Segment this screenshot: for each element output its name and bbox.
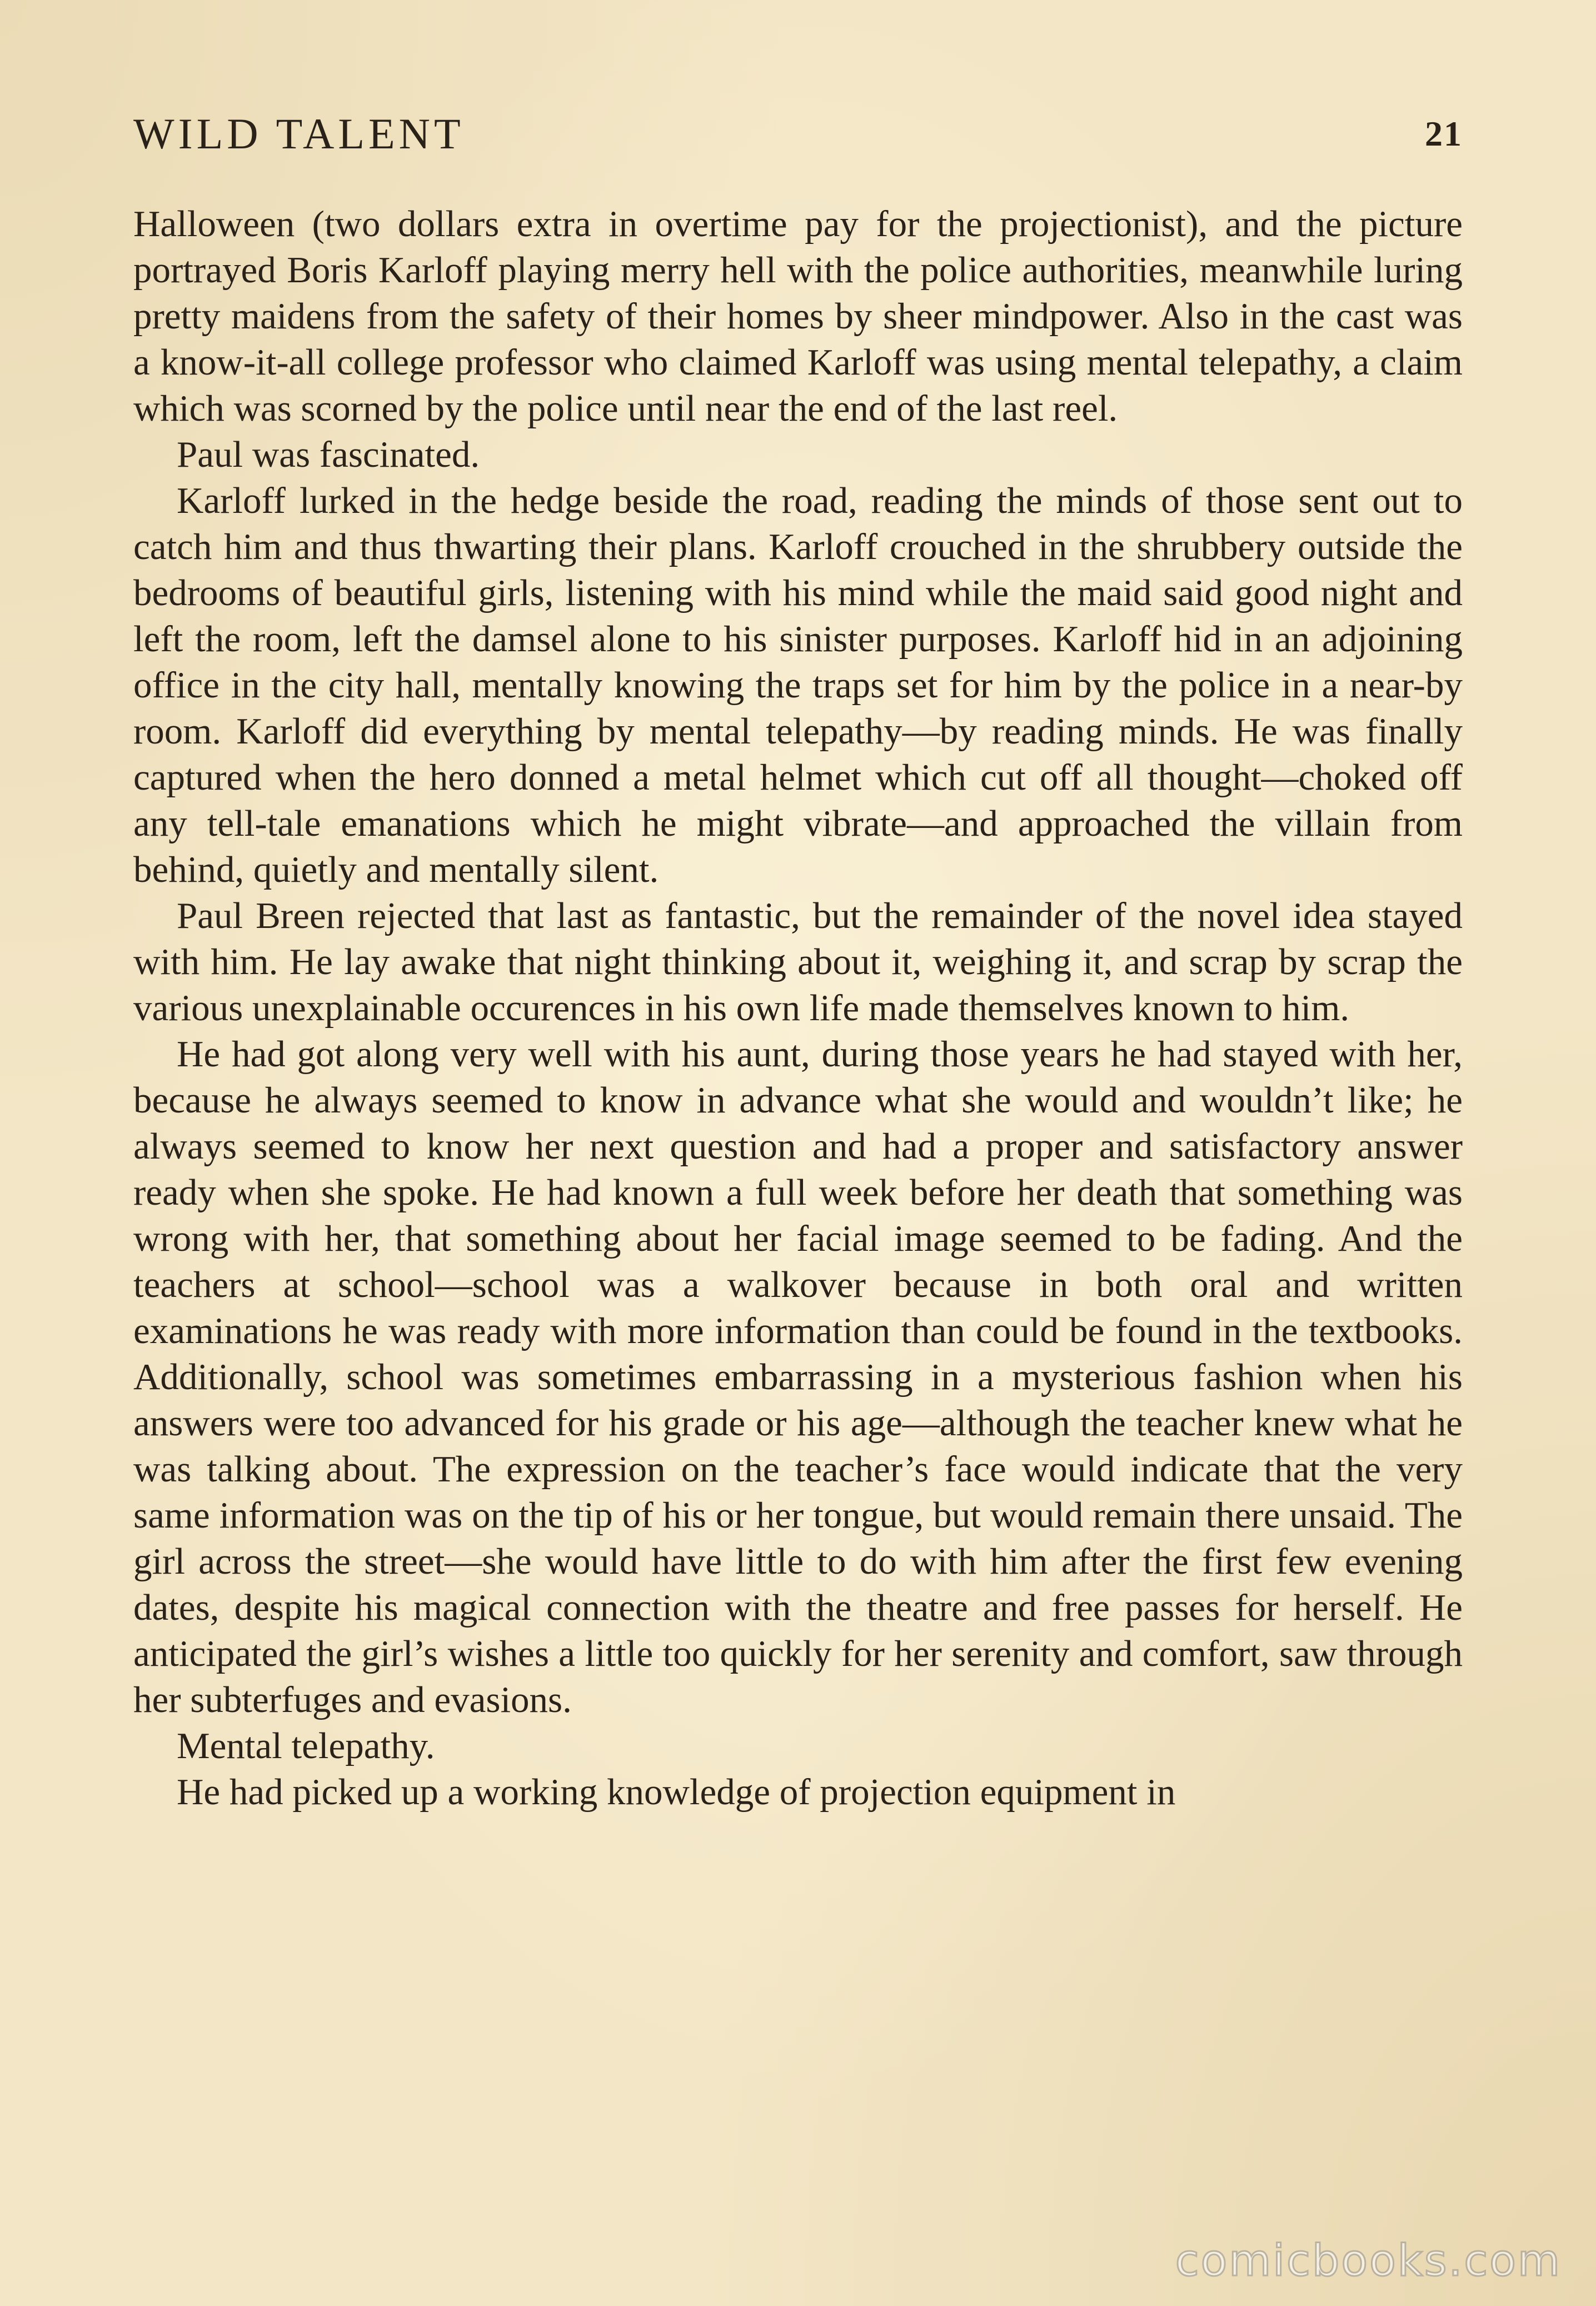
watermark-logo: comicbooks.com — [1175, 2236, 1562, 2286]
body-text — [133, 201, 1463, 1815]
paragraph-7: He had picked up a working knowledge of projection equipment in — [177, 1771, 1176, 1813]
page-number: 21 — [1425, 114, 1463, 153]
paragraph-5: He had got along very well with his aunt, during those years he had stayed with her, because he always seemed to know in advance what she would and wouldn’t like; he always seemed to know her next question and had a proper and satisfactory answer ready when she spoke. He had known a full week before her death that something was wrong with her, that something about her facial image seemed to be fading. And the teachers at school—school was a walkover because in both oral and written examinations he was ready with more information than could be found in the textbooks. Additionally, school was sometimes embarrassing in a mysterious fashion when his answers were too advanced for his grade or his age—although the teacher knew what he was talking about. The expression on the teacher’s face would indicate that the very same information was on the tip of his or her tongue, but would remain there unsaid. The girl across the street—she would have little to do with him after the first few evening dates, despite his magical connection with the theatre and free passes for herself. He anticipated the girl’s wishes a little too quickly for her serenity and comfort, saw through her subterfuges and evasions. — [133, 1034, 1463, 1720]
paragraph-6: Mental telepathy. — [177, 1725, 435, 1766]
paragraph-1: Halloween (two dollars extra in overtime pay for the projectionist), and the picture portrayed Boris Karloff playing merry hell with the police authorities, meanwhile luring pretty maidens from the safety of their homes by sheer mindpower. Also in the cast was a know-it-all college professor who claimed Karloff was using mental telepathy, a claim which was scorned by the police until near the end of the last reel. — [133, 203, 1463, 429]
running-title: WILD TALENT — [133, 109, 465, 158]
paragraph-2: Paul was fascinated. — [177, 434, 480, 475]
paragraph-3: Karloff lurked in the hedge beside the road, reading the minds of those sent out to catch him and thus thwarting their plans. Karloff crouched in the shrubbery outside the bedrooms of beautiful girls, listening with his mind while the maid said good night and left the room, left the damsel alone to his sinister purposes. Karloff hid in an adjoining office in the city hall, mentally knowing the traps set for him by the police in a near-by room. Karloff did everything by mental telepathy—by reading minds. He was finally captured when the hero donned a metal helmet which cut off all thought—choked off any tell-tale emanations which he might vibrate—and approached the villain from behind, quietly and mentally silent. — [133, 480, 1463, 890]
paragraph-4: Paul Breen rejected that last as fantastic, but the remainder of the novel idea stayed with him. He lay awake that night thinking about it, weighing it, and scrap by scrap the various unexplainable occurences in his own life made themselves known to him. — [133, 895, 1463, 1029]
running-head — [133, 109, 1463, 159]
